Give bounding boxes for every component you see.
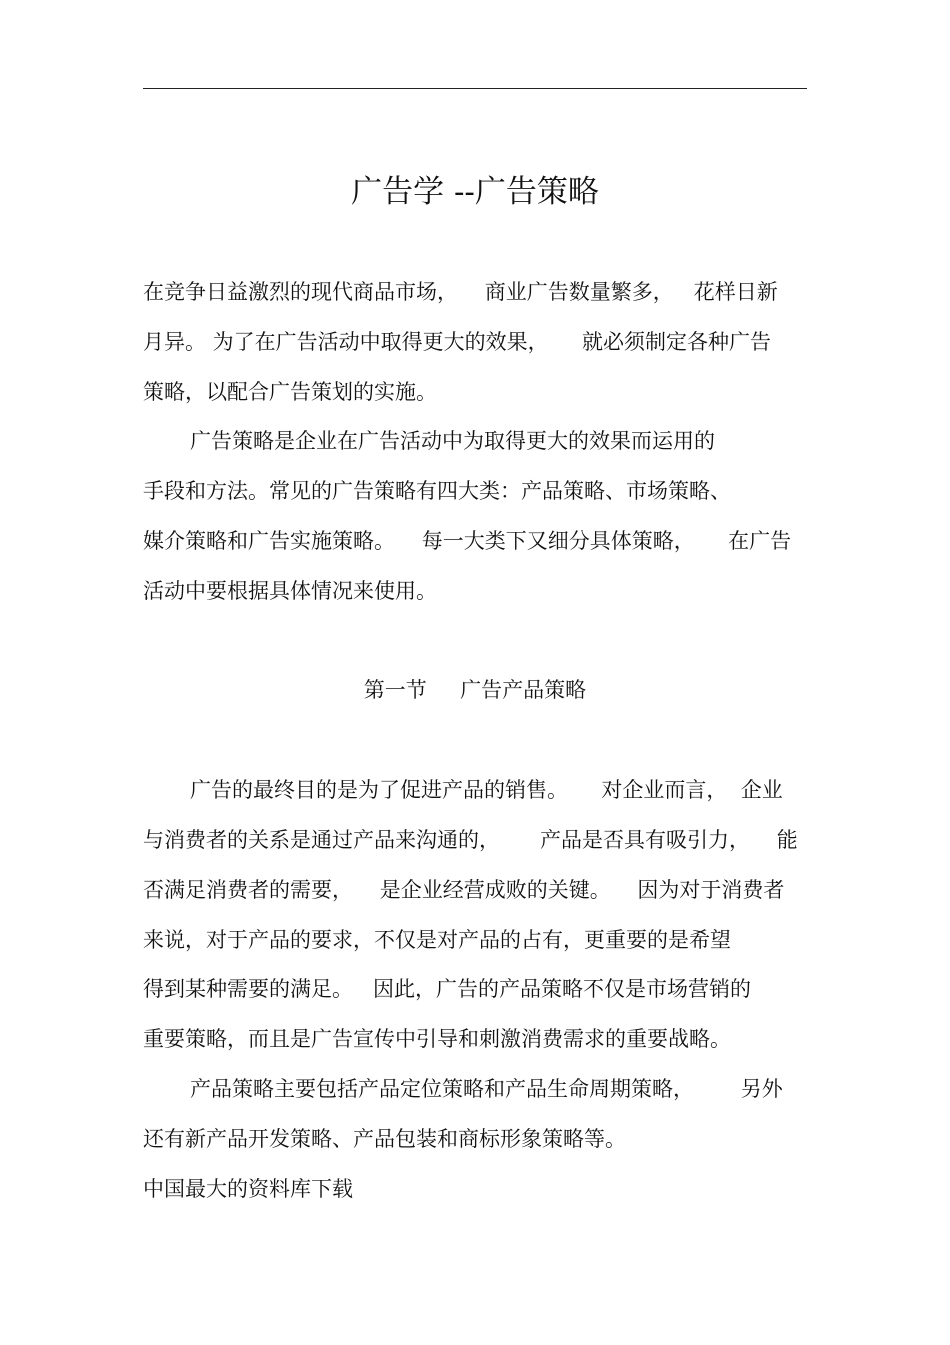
header-rule	[143, 88, 807, 89]
strategy-line-1: 产品策略主要包括产品定位策略和产品生命周期策略， 另外	[190, 1077, 783, 1101]
product-line-4: 来说，对于产品的要求，不仅是对产品的占有，更重要的是希望	[143, 928, 731, 952]
product-line-2: 与消费者的关系是通过产品来沟通的， 产品是否具有吸引力， 能	[143, 828, 798, 852]
product-line-1: 广告的最终目的是为了促进产品的销售。 对企业而言， 企业	[190, 778, 783, 802]
intro-line-3: 策略，以配合广告策划的实施。	[143, 380, 437, 404]
product-line-6: 重要策略，而且是广告宣传中引导和刺激消费需求的重要战略。	[143, 1027, 731, 1051]
definition-line-4: 活动中要根据具体情况来使用。	[143, 579, 437, 603]
strategy-line-2: 还有新产品开发策略、产品包装和商标形象策略等。	[143, 1127, 626, 1151]
footer-source-text: 中国最大的资料库下载	[143, 1177, 353, 1201]
definition-line-1: 广告策略是企业在广告活动中为取得更大的效果而运用的	[190, 429, 715, 453]
product-line-5: 得到某种需要的满足。 因此，广告的产品策略不仅是市场营销的	[143, 977, 752, 1001]
intro-line-1: 在竞争日益激烈的现代商品市场， 商业广告数量繁多， 花样日新	[143, 280, 778, 304]
definition-line-2: 手段和方法。常见的广告策略有四大类：产品策略、市场策略、	[143, 479, 731, 503]
intro-line-2: 月异。 为了在广告活动中取得更大的效果， 就必须制定各种广告	[143, 330, 772, 354]
section-heading: 第一节 广告产品策略	[363, 678, 587, 702]
product-line-3: 否满足消费者的需要， 是企业经营成败的关键。 因为对于消费者	[143, 878, 785, 902]
definition-line-3: 媒介策略和广告实施策略。 每一大类下又细分具体策略， 在广告	[143, 529, 792, 553]
document-title: 广告学 --广告策略	[351, 174, 599, 210]
